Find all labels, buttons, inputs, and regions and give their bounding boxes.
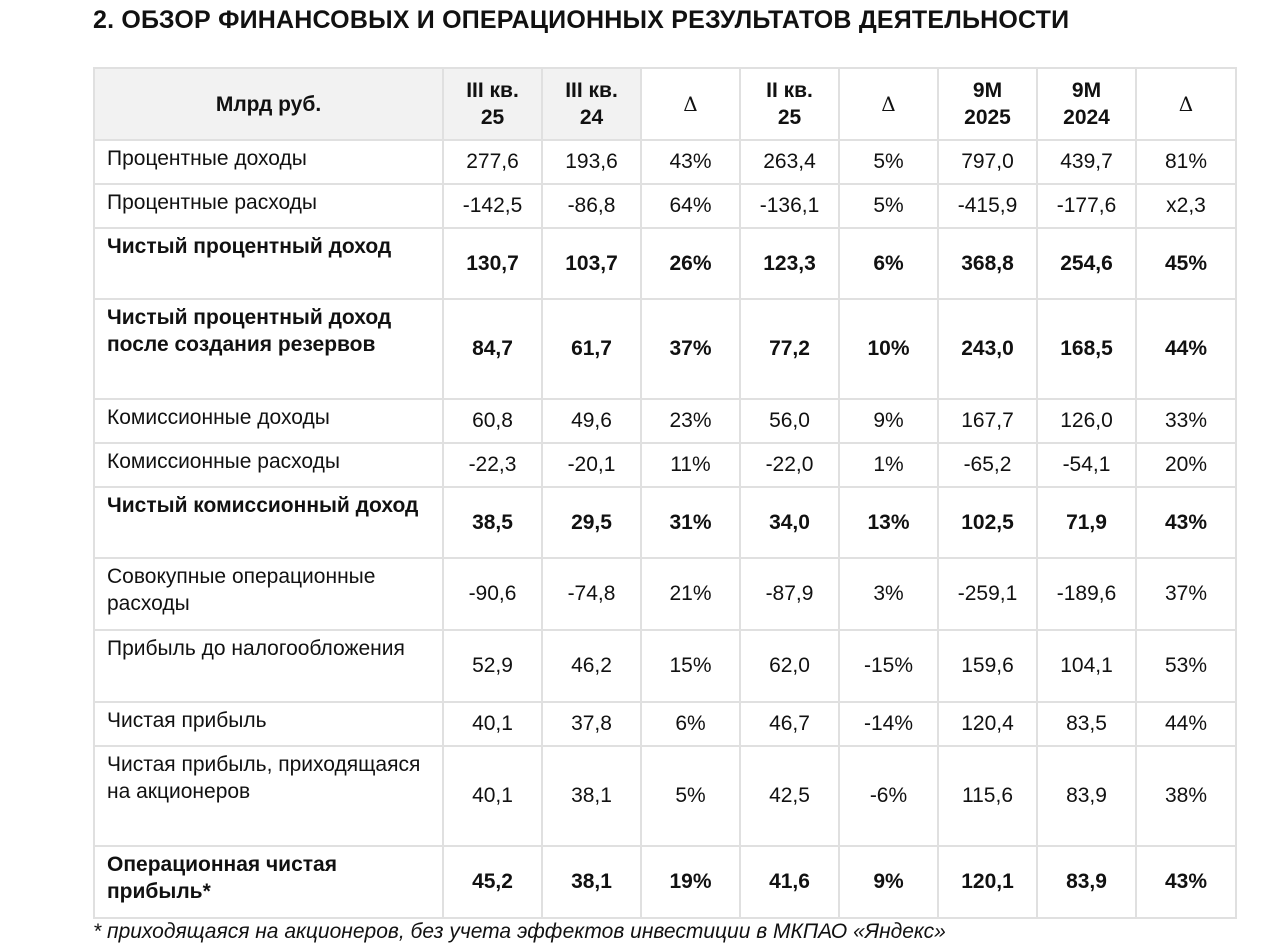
cell-value: 84,7 [443,299,542,399]
row-label: Операционная чистая прибыль* [94,846,443,918]
cell-value: 44% [1136,299,1236,399]
cell-value: -14% [839,702,938,746]
table-row [94,184,1236,228]
header-q3-25: III кв. 25 [443,68,542,140]
row-label: Чистый процентный доход [94,228,443,299]
cell-value: 45% [1136,228,1236,299]
cell-value: -189,6 [1037,558,1136,630]
row-label: Чистая прибыль, приходящаяся на акционеров [94,746,443,846]
table-row [94,299,1236,399]
cell-value: 23% [641,399,740,443]
cell-value: 71,9 [1037,487,1136,558]
cell-value: 38,1 [542,846,641,918]
table-row [94,702,1236,746]
cell-value: 19% [641,846,740,918]
row-label: Прибыль до налогообложения [94,630,443,702]
cell-value: -15% [839,630,938,702]
cell-value: 42,5 [740,746,839,846]
cell-value: 263,4 [740,140,839,184]
cell-value: 43% [1136,487,1236,558]
header-q3-24: III кв. 24 [542,68,641,140]
cell-value: 3% [839,558,938,630]
table-row [94,140,1236,184]
cell-value: 56,0 [740,399,839,443]
cell-value: -90,6 [443,558,542,630]
cell-value: 104,1 [1037,630,1136,702]
table-row [94,746,1236,846]
cell-value: 33% [1136,399,1236,443]
row-label: Совокупные операционные расходы [94,558,443,630]
cell-value: 81% [1136,140,1236,184]
cell-value: 26% [641,228,740,299]
cell-value: 43% [641,140,740,184]
cell-value: 5% [641,746,740,846]
cell-value: 37% [641,299,740,399]
cell-value: 168,5 [1037,299,1136,399]
cell-value: 1% [839,443,938,487]
cell-value: -20,1 [542,443,641,487]
header-row [94,68,1236,140]
cell-value: -415,9 [938,184,1037,228]
financial-results-table [93,67,1237,919]
cell-value: 9% [839,399,938,443]
cell-value: -136,1 [740,184,839,228]
header-9m-2025: 9М 2025 [938,68,1037,140]
cell-value: 83,9 [1037,746,1136,846]
table-row [94,443,1236,487]
cell-value: 62,0 [740,630,839,702]
cell-value: 167,7 [938,399,1037,443]
cell-value: -54,1 [1037,443,1136,487]
cell-value: 83,9 [1037,846,1136,918]
cell-value: 11% [641,443,740,487]
footnote: * приходящаяся на акционеров, без учета эффектов инвестиции в МКПАО «Яндекс» [93,920,946,943]
cell-value: 64% [641,184,740,228]
cell-value: 254,6 [1037,228,1136,299]
row-label: Чистый комиссионный доход [94,487,443,558]
header-delta-9m: Δ [1136,68,1236,140]
header-units: Млрд руб. [94,68,443,140]
cell-value: 38% [1136,746,1236,846]
cell-value: -86,8 [542,184,641,228]
cell-value: 5% [839,140,938,184]
cell-value: 15% [641,630,740,702]
cell-value: 43% [1136,846,1236,918]
cell-value: -142,5 [443,184,542,228]
cell-value: 40,1 [443,702,542,746]
cell-value: -6% [839,746,938,846]
cell-value: 130,7 [443,228,542,299]
header-delta-qoq: Δ [839,68,938,140]
table-row [94,846,1236,918]
cell-value: 21% [641,558,740,630]
cell-value: 77,2 [740,299,839,399]
cell-value: 31% [641,487,740,558]
cell-value: -65,2 [938,443,1037,487]
cell-value: 120,4 [938,702,1037,746]
row-label: Чистая прибыль [94,702,443,746]
cell-value: 6% [641,702,740,746]
table-row [94,630,1236,702]
cell-value: 37,8 [542,702,641,746]
cell-value: 193,6 [542,140,641,184]
header-delta-yoy: Δ [641,68,740,140]
cell-value: 10% [839,299,938,399]
cell-value: 123,3 [740,228,839,299]
row-label: Чистый процентный доход после создания резервов [94,299,443,399]
row-label: Процентные расходы [94,184,443,228]
cell-value: 52,9 [443,630,542,702]
cell-value: -87,9 [740,558,839,630]
cell-value: 13% [839,487,938,558]
cell-value: 37% [1136,558,1236,630]
cell-value: 120,1 [938,846,1037,918]
cell-value: -177,6 [1037,184,1136,228]
cell-value: 53% [1136,630,1236,702]
header-q2-25: II кв. 25 [740,68,839,140]
cell-value: 797,0 [938,140,1037,184]
cell-value: 159,6 [938,630,1037,702]
cell-value: 368,8 [938,228,1037,299]
cell-value: 5% [839,184,938,228]
cell-value: 29,5 [542,487,641,558]
cell-value: 45,2 [443,846,542,918]
cell-value: 20% [1136,443,1236,487]
cell-value: 49,6 [542,399,641,443]
row-label: Процентные доходы [94,140,443,184]
cell-value: 60,8 [443,399,542,443]
table-row [94,487,1236,558]
cell-value: -259,1 [938,558,1037,630]
cell-value: -74,8 [542,558,641,630]
cell-value: 115,6 [938,746,1037,846]
cell-value: -22,0 [740,443,839,487]
cell-value: 44% [1136,702,1236,746]
section-title: 2. ОБЗОР ФИНАНСОВЫХ И ОПЕРАЦИОННЫХ РЕЗУЛЬТАТОВ ДЕЯТЕЛЬНОСТИ [93,6,1070,34]
cell-value: 38,5 [443,487,542,558]
cell-value: x2,3 [1136,184,1236,228]
cell-value: -22,3 [443,443,542,487]
cell-value: 439,7 [1037,140,1136,184]
header-9m-2024: 9М 2024 [1037,68,1136,140]
cell-value: 126,0 [1037,399,1136,443]
row-label: Комиссионные доходы [94,399,443,443]
cell-value: 243,0 [938,299,1037,399]
table-row [94,228,1236,299]
cell-value: 40,1 [443,746,542,846]
cell-value: 102,5 [938,487,1037,558]
cell-value: 46,7 [740,702,839,746]
cell-value: 277,6 [443,140,542,184]
table-row [94,399,1236,443]
cell-value: 103,7 [542,228,641,299]
row-label: Комиссионные расходы [94,443,443,487]
cell-value: 34,0 [740,487,839,558]
cell-value: 38,1 [542,746,641,846]
table-row [94,558,1236,630]
cell-value: 61,7 [542,299,641,399]
cell-value: 9% [839,846,938,918]
cell-value: 6% [839,228,938,299]
cell-value: 83,5 [1037,702,1136,746]
cell-value: 46,2 [542,630,641,702]
cell-value: 41,6 [740,846,839,918]
